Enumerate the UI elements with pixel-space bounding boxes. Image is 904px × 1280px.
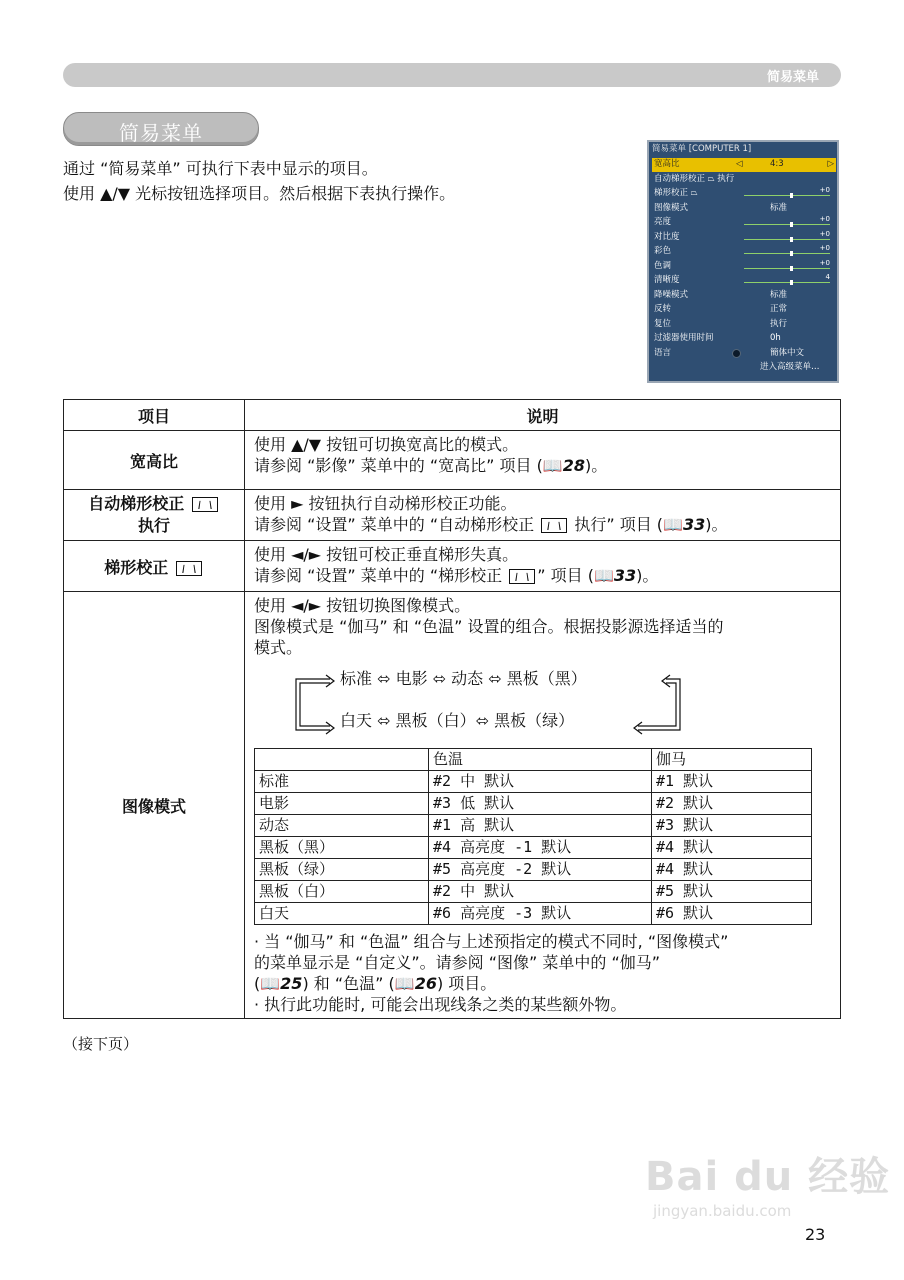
table-row-aspect bbox=[64, 431, 841, 490]
osd-row: 语言 簡体中文 bbox=[654, 347, 805, 358]
osd-title: 简易菜单 [COMPUTER 1] bbox=[652, 144, 752, 154]
intro-line-1: 通过 “简易菜单” 可执行下表中显示的项目。 bbox=[63, 159, 378, 178]
sub-table-row: 电影 #3 低 默认 #2 默认 bbox=[255, 793, 812, 815]
page-ref[interactable]: 33 bbox=[613, 566, 637, 585]
desc-keystone: 使用 ◄/► 按钮可校正垂直梯形失真。 请参阅 “设置” 菜单中的 “梯形校正 ” 项目 (📖33)。 bbox=[245, 541, 841, 592]
keystone-icon bbox=[509, 569, 535, 584]
osd-menu-image bbox=[647, 140, 839, 383]
continued-note: （接下页） bbox=[63, 1035, 139, 1053]
keystone-icon bbox=[192, 497, 218, 512]
sub-table-row: 白天 #6 高亮度 -3 默认 #6 默认 bbox=[255, 903, 812, 925]
desc-picture-mode: 使用 ◄/► 按钮切换图像模式。 图像模式是 “伽马” 和 “色温” 设置的组合。根据投影源选择适当的 模式。 标准 ⬄ 电影 ⬄ 动态 ⬄ 黑板（黑） 白天 ⬄ 黑板（白）⬄ 黑板（绿） 色温 伽马 标准 #2 中 默认 #1 默认 电影 #3 低 默认 #2 默认 动态 #1 高 默认 #3 默认 黑板（黑） #4 高亮度 -1 默认 #4 默认 黑板（绿） #5 高亮度 -2 默认 #4 默认 黑板（白） #2 中 默认 #5 默认 白天 #6 高亮度 -3 默认 #6 默认 · 当 “伽马” 和 “色温” 组合与上述预指定的模式不同时, “图像模式” 的菜单显示是 “自定义”。请参阅 “图像” 菜单中的 “伽马” (📖25) 和 “色温” (📖26) 项目。 · 执行此功能时, 可能会出现线条之类的某些额外物。 bbox=[245, 592, 841, 1019]
osd-row: 对比度 +0 bbox=[654, 229, 830, 242]
item-aspect: 宽高比 bbox=[64, 431, 245, 490]
watermark-logo: Bai du 经验 bbox=[645, 1154, 891, 1200]
sub-table-row: 黑板（绿） #5 高亮度 -2 默认 #4 默认 bbox=[255, 859, 812, 881]
mode-cycle-diagram bbox=[254, 664, 832, 744]
osd-row: 自动梯形校正 ⏢ 执行 bbox=[654, 173, 735, 184]
desc-aspect-line2: 请参阅 “影像” 菜单中的 “宽高比” 项目 (📖28)。 bbox=[254, 456, 608, 475]
desc-aspect bbox=[245, 431, 841, 490]
item-auto-keystone: 自动梯形校正 执行 bbox=[64, 490, 245, 541]
table-row-keystone bbox=[64, 541, 841, 592]
cycle-top: 标准 ⬄ 电影 ⬄ 动态 ⬄ 黑板（黑） bbox=[340, 669, 587, 688]
header-bar bbox=[63, 63, 841, 87]
osd-row: 进入高级菜单… bbox=[760, 362, 820, 372]
easy-menu-table bbox=[63, 399, 841, 1019]
osd-row: 复位 执行 bbox=[654, 318, 788, 329]
page-ref[interactable]: 33 bbox=[682, 515, 706, 534]
sub-table-row: 黑板（白） #2 中 默认 #5 默认 bbox=[255, 881, 812, 903]
table-row-auto-keystone bbox=[64, 490, 841, 541]
page-ref[interactable]: 26 bbox=[414, 974, 437, 993]
osd-row: 亮度 +0 bbox=[654, 215, 830, 227]
item-picture-mode: 图像模式 bbox=[64, 592, 245, 1019]
desc-aspect-line1: 使用 ▲/▼ 按钮可切换宽高比的模式。 bbox=[254, 435, 519, 454]
header-item: 项目 bbox=[64, 400, 245, 431]
osd-row: 梯形校正 ⏢ +0 bbox=[654, 186, 830, 198]
sub-table-row: 黑板（黑） #4 高亮度 -1 默认 #4 默认 bbox=[255, 837, 812, 859]
keystone-icon bbox=[541, 518, 567, 533]
globe-icon bbox=[732, 349, 741, 358]
sub-table-row: 动态 #1 高 默认 #3 默认 bbox=[255, 815, 812, 837]
keystone-icon bbox=[176, 561, 202, 576]
osd-row: 图像模式 标准 bbox=[654, 202, 788, 213]
osd-row: 清晰度 4 bbox=[654, 273, 830, 285]
intro-line-2: 使用 ▲/▼ 光标按钮选择项目。然后根据下表执行操作。 bbox=[63, 184, 456, 203]
table-row-picture-mode bbox=[64, 592, 841, 1019]
section-title-pill bbox=[63, 112, 259, 146]
book-icon: 📖 bbox=[260, 974, 281, 993]
osd-row: 宽高比 4:3 ◁ ▷ bbox=[652, 158, 836, 172]
osd-row: 反转 正常 bbox=[654, 304, 788, 314]
osd-row: 降噪模式 标准 bbox=[654, 289, 788, 300]
desc-auto-keystone: 使用 ► 按钮执行自动梯形校正功能。 请参阅 “设置” 菜单中的 “自动梯形校正 执行” 项目 (📖33)。 bbox=[245, 490, 841, 541]
book-icon: 📖 bbox=[394, 974, 415, 993]
osd-row: 过滤器使用时间 0h bbox=[654, 333, 781, 343]
mode-settings-table bbox=[254, 748, 812, 925]
intro-text bbox=[63, 156, 455, 206]
page-number: 23 bbox=[805, 1225, 826, 1244]
item-keystone: 梯形校正 bbox=[64, 541, 245, 592]
cycle-bottom: 白天 ⬄ 黑板（白）⬄ 黑板（绿） bbox=[340, 711, 575, 730]
page-ref[interactable]: 25 bbox=[280, 974, 303, 993]
table-header-row bbox=[64, 400, 841, 431]
sub-table-header: 色温 伽马 bbox=[255, 749, 812, 771]
book-icon: 📖 bbox=[663, 515, 683, 534]
book-icon: 📖 bbox=[593, 566, 614, 585]
osd-row: 彩色 +0 bbox=[654, 244, 830, 256]
header-description: 说明 bbox=[245, 400, 841, 431]
watermark-url: jingyan.baidu.com bbox=[653, 1202, 792, 1220]
osd-row: 色调 +0 bbox=[654, 258, 830, 271]
book-icon: 📖 bbox=[542, 456, 563, 475]
section-title: 简易菜单 bbox=[119, 121, 203, 145]
page-ref[interactable]: 28 bbox=[562, 456, 586, 475]
sub-table-row: 标准 #2 中 默认 #1 默认 bbox=[255, 771, 812, 793]
header-title: 简易菜单 bbox=[766, 70, 819, 85]
watermark bbox=[645, 1145, 890, 1220]
